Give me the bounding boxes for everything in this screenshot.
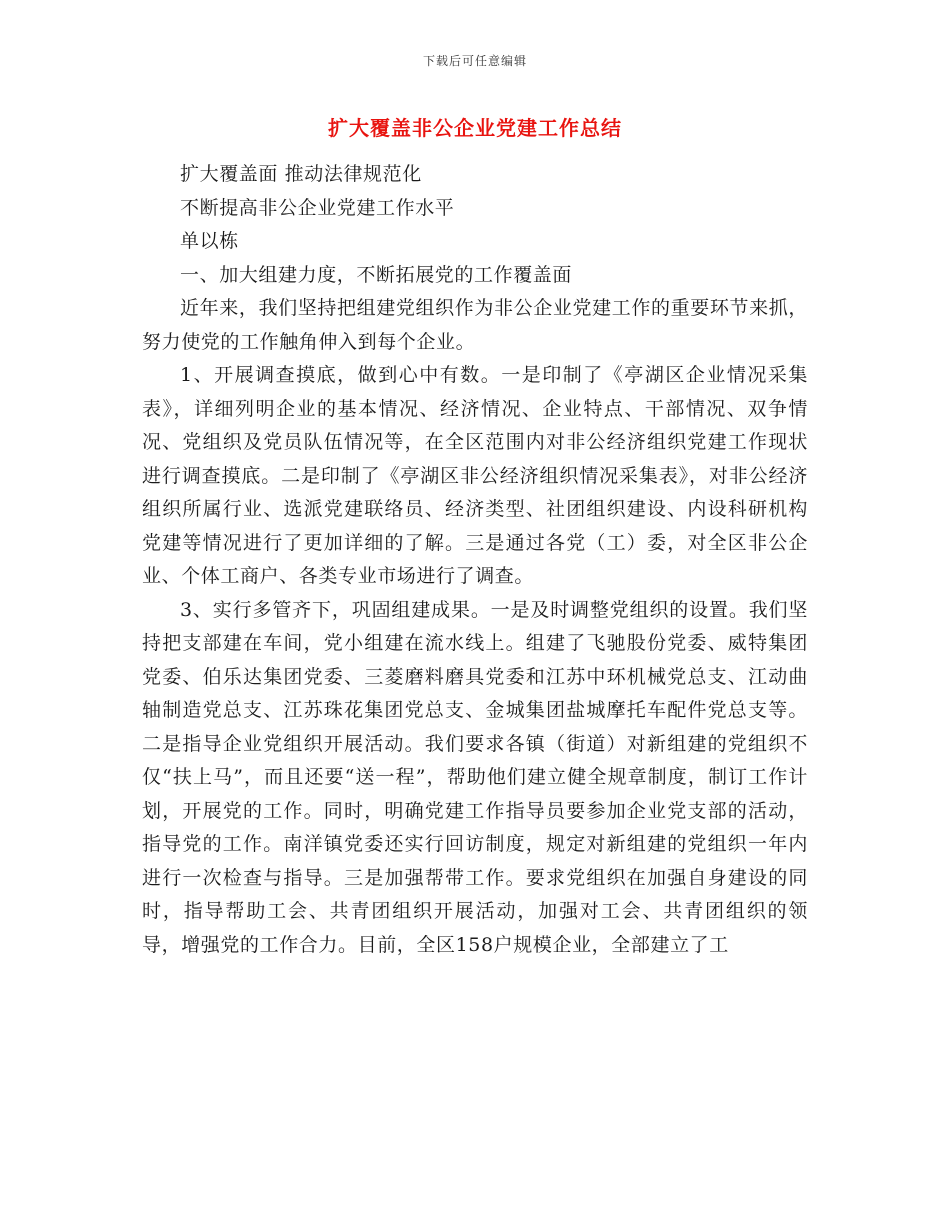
section-heading: 一、加大组建力度，不断拓展党的工作覆盖面: [180, 263, 573, 286]
page-header-note: 下载后可任意编辑: [422, 54, 527, 68]
subtitle-line-2: 不断提高非公企业党建工作水平: [180, 196, 455, 219]
body-paragraph: 3、实行多管齐下，巩固组建成果。一是及时调整党组织的设置。我们坚持把支部建在车间，党小组建在流水线上。组建了飞驰股份党委、威特集团党委、伯乐达集团党委、三菱磨料磨具党委和江苏中环机械党总支、江动曲轴制造党总支、江苏珠花集团党总支、金城集团盐城摩托车配件党总支等。二是指导企业党组织开展活动。我们要求各镇（街道）对新组建的党组织不仅“扶上马”，而且还要“送一程”，帮助他们建立健全规章制度，制订工作计划，开展党的工作。同时，明确党建工作指导员要参加企业党支部的活动，指导党的工作。南洋镇党委还实行回访制度，规定对新组建的党组织一年内进行一次检查与指导。三是加强帮带工作。要求党组织在加强自身建设的同时，指导帮助工会、共青团组织开展活动，加强对工会、共青团组织的领导，增强党的工作合力。目前，全区158户规模企业，全部建立了工: [142, 598, 808, 956]
subtitle-line-1: 扩大覆盖面 推动法律规范化: [180, 163, 422, 185]
author-line: 单以栋: [180, 230, 239, 252]
body-paragraph: 1、开展调查摸底，做到心中有数。一是印制了《亭湖区企业情况采集表》，详细列明企业的基本情况、经济情况、企业特点、干部情况、双争情况、党组织及党员队伍情况等，在全区范围内对非公经济组织党建工作现状进行调查摸底。二是印制了《亭湖区非公经济组织情况采集表》，对非公经济组织所属行业、选派党建联络员、经济类型、社团组织建设、内设科研机构党建等情况进行了更加详细的了解。三是通过各党（工）委，对全区非公企业、个体工商户、各类专业市场进行了调查。: [142, 364, 808, 587]
body-paragraph: 近年来，我们坚持把组建党组织作为非公企业党建工作的重要环节来抓，努力使党的工作触角伸入到每个企业。: [142, 297, 808, 353]
document-title: 扩大覆盖非公企业党建工作总结: [328, 116, 622, 140]
document-body: [142, 158, 808, 962]
